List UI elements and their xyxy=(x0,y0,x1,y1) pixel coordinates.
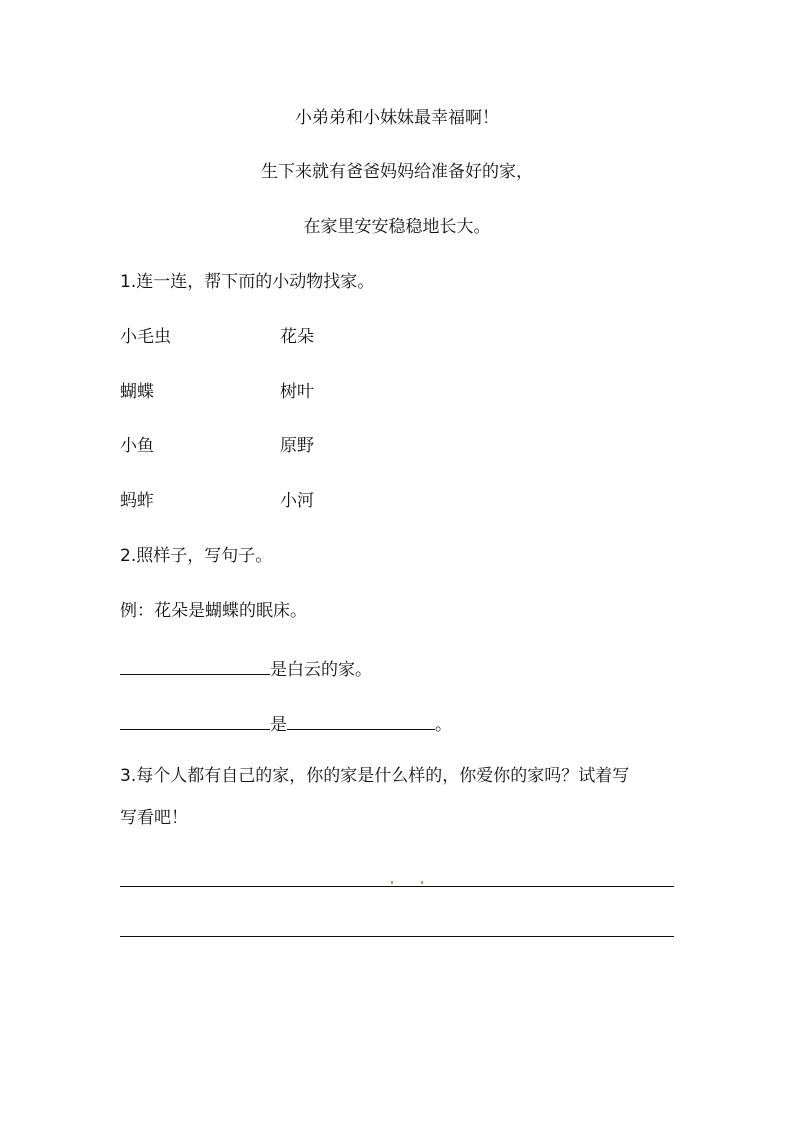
home-item: 小河 xyxy=(280,491,314,511)
fill-blank[interactable] xyxy=(120,709,270,730)
animal-item: 蚂蚱 xyxy=(120,491,154,511)
writing-line[interactable] xyxy=(120,936,674,937)
speck-mark xyxy=(391,881,393,884)
home-item: 花朵 xyxy=(280,327,314,347)
example-sentence: 例：花朵是蝴蝶的眠床。 xyxy=(120,601,307,621)
speck-mark xyxy=(421,881,423,884)
sentence-item-1 xyxy=(120,654,372,682)
animal-item: 小鱼 xyxy=(120,436,154,456)
animal-item: 蝴蝶 xyxy=(120,382,154,402)
fill-blank[interactable] xyxy=(120,654,270,675)
home-item: 原野 xyxy=(280,436,314,456)
sentence-middle: 是 xyxy=(270,715,287,735)
sentence-item-2 xyxy=(120,709,452,737)
sentence-suffix: 是白云的家。 xyxy=(270,660,372,680)
animal-item: 小毛虫 xyxy=(120,327,171,347)
question-3-title-line-2: 写看吧！ xyxy=(120,808,188,828)
question-1-title: 1.连一连，帮下而的小动物找家。 xyxy=(120,272,375,292)
intro-line-1: 小弟弟和小妹妹最幸福啊！ xyxy=(295,108,499,128)
writing-line[interactable] xyxy=(120,886,674,887)
question-2-title: 2.照样子，写句子。 xyxy=(120,546,273,566)
intro-line-2: 生下来就有爸爸妈妈给准备好的家， xyxy=(261,162,533,182)
home-item: 树叶 xyxy=(280,382,314,402)
question-3-title-line-1: 3.每个人都有自己的家，你的家是什么样的，你爱你的家吗？试着写 xyxy=(120,766,630,786)
sentence-end: 。 xyxy=(435,715,452,735)
fill-blank[interactable] xyxy=(287,709,435,730)
intro-line-3: 在家里安安稳稳地长大。 xyxy=(303,217,491,237)
